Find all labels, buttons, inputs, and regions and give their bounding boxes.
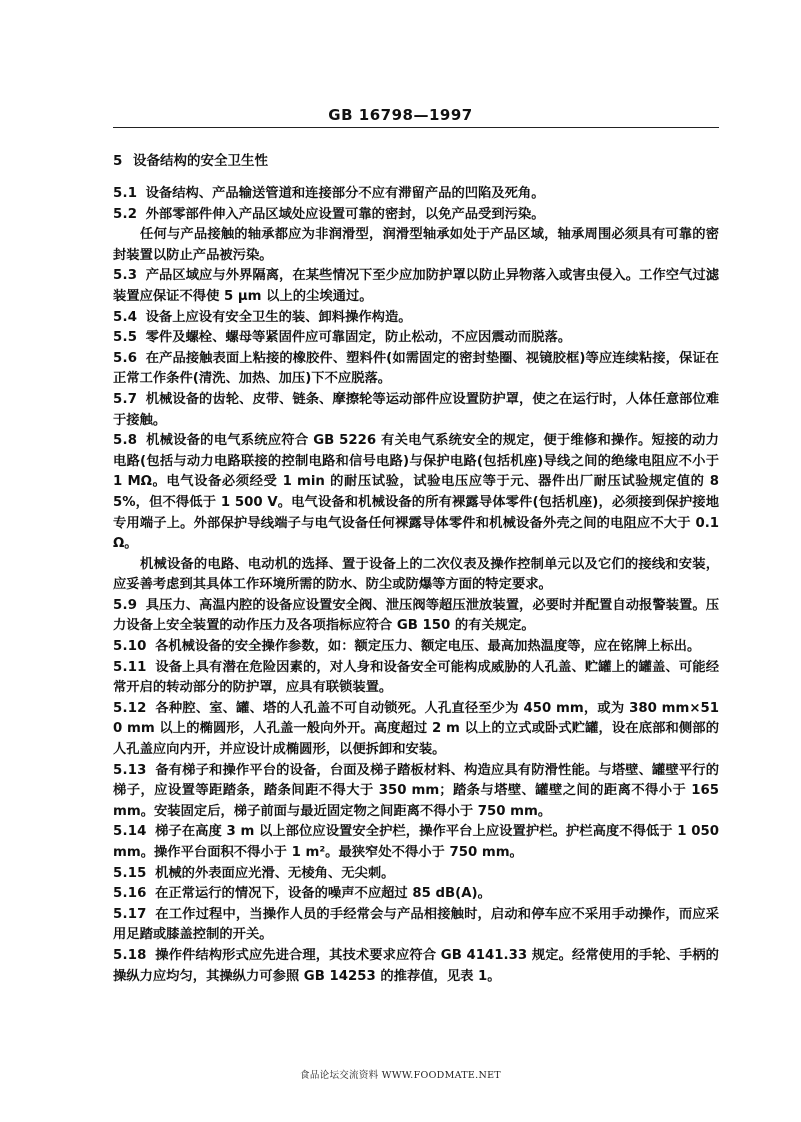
clause-5-4 xyxy=(113,308,719,329)
clause-number: 5.17 xyxy=(113,906,147,922)
clause-number: 5.1 xyxy=(113,186,138,201)
clause-5-12 xyxy=(113,699,719,761)
clause-number: 5.13 xyxy=(113,762,147,778)
clause-text: 各种腔、室、罐、塔的人孔盖不可自动锁死。人孔直径至少为 450 mm，或为 380 mm×510 mm 以上的椭圆形，人孔盖一般向外开。高度超过 2 m 以上的立式或卧式贮罐，设在底部和侧部的人孔盖应向内开，并应设计成椭圆形，以便拆卸和安装。 xyxy=(113,700,719,758)
clause-5-15 xyxy=(113,864,719,885)
clause-number: 5.8 xyxy=(113,433,138,449)
clause-number: 5.9 xyxy=(113,597,138,613)
clause-text: 设备结构、产品输送管道和连接部分不应有滞留产品的凹陷及死角。 xyxy=(145,186,545,201)
clause-number: 5.3 xyxy=(113,268,138,284)
clause-text: 外部零部件伸入产品区域处应设置可靠的密封，以免产品受到污染。 xyxy=(145,206,545,222)
clause-5-9 xyxy=(113,596,719,637)
clause-text: 设备上具有潜在危险因素的，对人身和设备安全可能构成威胁的人孔盖、贮罐上的罐盖、可能经常开启的转动部分的防护罩，应具有联锁装置。 xyxy=(113,659,719,696)
clause-text: 备有梯子和操作平台的设备，台面及梯子踏板材料、构造应具有防滑性能。与塔壁、罐壁平行的梯子，应设置等距踏条，踏条间距不得大于 350 mm；踏条与塔壁、罐壁之间的距离不得小于 165 mm。安装固定后，梯子前面与最近固定物之间距离不得小于 750 mm。 xyxy=(113,762,719,819)
clause-5-3 xyxy=(113,266,719,307)
clause-5-2-paragraph: 任何与产品接触的轴承都应为非润滑型，润滑型轴承如处于产品区域，轴承周围必须具有可靠的密封装置以防止产品被污染。 xyxy=(113,227,719,263)
clause-text: 各机械设备的安全操作参数，如：额定压力、额定电压、最高加热温度等，应在铭牌上标出。 xyxy=(155,639,701,655)
clause-5-8-paragraph: 机械设备的电路、电动机的选择、置于设备上的二次仪表及操作控制单元以及它们的接线和安装，应妥善考虑到其具体工作环境所需的防水、防尘或防爆等方面的特定要求。 xyxy=(113,556,719,593)
header-divider xyxy=(113,127,719,128)
clause-text: 具压力、高温内腔的设备应设置安全阀、泄压阀等超压泄放装置，必要时并配置自动报警装置。压力设备上安全装置的动作压力及各项指标应符合 GB 150 的有关规定。 xyxy=(113,597,719,634)
clause-5-2 xyxy=(113,205,719,226)
clause-text: 梯子在高度 3 m 以上部位应设置安全护栏，操作平台上应设置护栏。护栏高度不得低于 1 050 mm。操作平台面积不得小于 1 m²。最狭窄处不得小于 750 mm。 xyxy=(113,824,719,860)
clause-5-16 xyxy=(113,884,719,905)
clause-number: 5.12 xyxy=(113,700,147,716)
clause-number: 5.15 xyxy=(113,865,147,881)
clause-5-11 xyxy=(113,658,719,699)
clause-5-1 xyxy=(113,184,719,205)
clause-number: 5.7 xyxy=(113,391,138,407)
clause-number: 5.18 xyxy=(113,947,147,963)
clause-number: 5.5 xyxy=(113,330,138,346)
clause-text: 机械设备的齿轮、皮带、链条、摩擦轮等运动部件应设置防护罩，使之在运行时，人体任意部位难于接触。 xyxy=(113,391,719,428)
section-title: 设备结构的安全卫生性 xyxy=(133,153,268,169)
clause-number: 5.6 xyxy=(113,350,138,366)
clause-number: 5.2 xyxy=(113,206,138,222)
clause-5-14 xyxy=(113,822,719,863)
clause-5-10 xyxy=(113,637,719,658)
clause-5-18 xyxy=(113,946,719,987)
clause-5-17 xyxy=(113,905,719,946)
clause-text: 在工作过程中，当操作人员的手经常会与产品相接触时，启动和停车应不采用手动操作，而应采用足踏或膝盖控制的开关。 xyxy=(113,906,719,943)
clause-number: 5.10 xyxy=(113,639,147,655)
footer-watermark: 食品论坛交流资料 WWW.FOODMATE.NET xyxy=(300,1070,501,1081)
clause-text: 机械设备的电气系统应符合 GB 5226 有关电气系统安全的规定，便于维修和操作。短接的动力电路(包括与动力电路联接的控制电路和信号电路)与保护电路(包括机座)导线之间的绝缘电阻应不小于 1 MΩ。电气设备必须经受 1 min 的耐压试验，试验电压应等于元、器件出厂耐压试验规定值的 85%，但不得低于 1 500 V。电气设备和机械设备的所有裸露导体零件(包括机座)，必须接到保护接地专用端子上。外部保护导线端子与电气设备任何裸露导体零件和机械设备外壳之间的电阻应不大于 0.1 Ω。 xyxy=(113,433,719,552)
clause-text: 在产品接触表面上粘接的橡胶件、塑料件(如需固定的密封垫圈、视镜胶框)等应连续粘接，保证在正常工作条件(清洗、加热、加压)下不应脱落。 xyxy=(113,350,719,387)
clause-number: 5.16 xyxy=(113,886,147,902)
clause-number: 5.4 xyxy=(113,309,138,325)
clause-number: 5.11 xyxy=(113,659,147,675)
clause-5-6 xyxy=(113,349,719,390)
clause-text: 机械的外表面应光滑、无棱角、无尖刺。 xyxy=(155,865,395,881)
clause-text: 操作件结构形式应先进合理，其技术要求应符合 GB 4141.33 规定。经常使用的手轮、手柄的操纵力应均匀，其操纵力可参照 GB 14253 的推荐值，见表 1。 xyxy=(113,947,719,984)
clause-5-8 xyxy=(113,431,719,555)
section-number: 5 xyxy=(113,153,123,169)
clause-5-7 xyxy=(113,390,719,431)
clause-text: 设备上应设有安全卫生的装、卸料操作构造。 xyxy=(145,309,412,325)
section-heading xyxy=(113,151,719,171)
document-body xyxy=(113,151,719,987)
clause-text: 产品区域应与外界隔离，在某些情况下至少应加防护罩以防止异物落入或害虫侵入。工作空气过滤装置应保证不得使 5 μm 以上的尘埃通过。 xyxy=(113,268,719,304)
standard-code-header: GB 16798—1997 xyxy=(328,106,473,124)
clause-5-5 xyxy=(113,328,719,349)
clause-text: 零件及螺栓、螺母等紧固件应可靠固定，防止松动，不应因震动而脱落。 xyxy=(145,330,572,346)
clause-text: 在正常运行的情况下，设备的噪声不应超过 85 dB(A)。 xyxy=(155,886,491,902)
clause-5-13 xyxy=(113,761,719,823)
clause-number: 5.14 xyxy=(113,824,147,840)
